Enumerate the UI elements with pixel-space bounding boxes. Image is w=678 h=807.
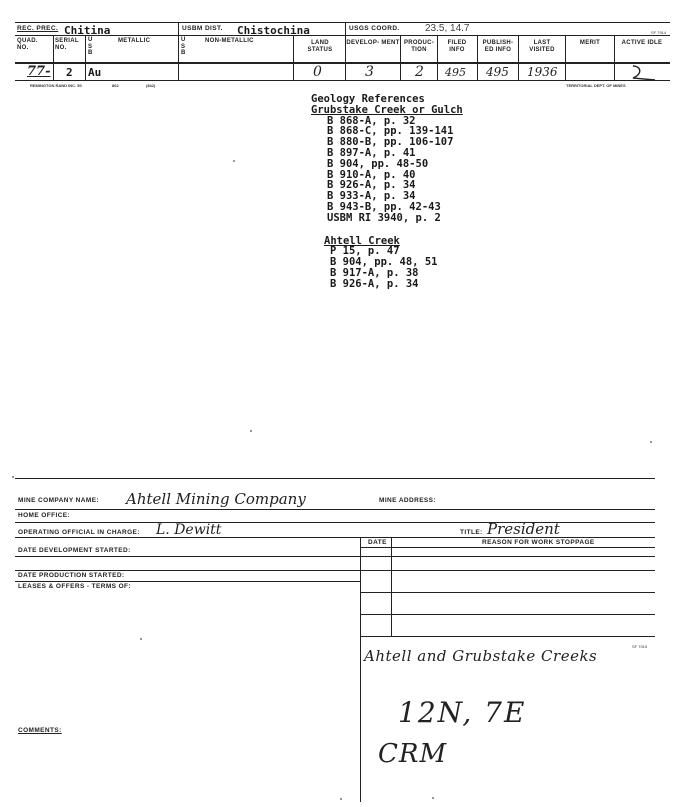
- printer-line: REMINGTON RAND INC. 50: [30, 83, 82, 88]
- prod-started-label: DATE PRODUCTION STARTED:: [18, 572, 125, 579]
- mine-company-value: Ahtell Mining Company: [126, 490, 306, 508]
- column-divider: [85, 35, 86, 80]
- dev-started-label: DATE DEVELOPMENT STARTED:: [18, 547, 131, 554]
- scan-speck: [340, 798, 342, 800]
- note-meridian: CRM: [378, 739, 448, 769]
- active-idle-mark: [625, 62, 665, 84]
- title-value: President: [487, 520, 560, 538]
- usgs-coord-value: 23.5, 14.7: [425, 23, 470, 34]
- metallic-value: Au: [88, 66, 102, 79]
- form-rule: [15, 581, 360, 582]
- scan-speck: [432, 797, 434, 799]
- reference-item: B 933-A, p. 34: [327, 190, 416, 203]
- metallic-label: METALLIC: [118, 38, 151, 44]
- column-divider: [518, 35, 519, 80]
- header-rule: [15, 62, 670, 64]
- form-number-top: SF 7914: [651, 30, 667, 35]
- operating-official-label: OPERATING OFFICIAL IN CHARGE:: [18, 529, 140, 536]
- usbm-dist-value: Chistochina: [237, 24, 310, 37]
- usb-stack-metallic: U S B: [88, 37, 93, 56]
- serial-no-value: 2: [66, 66, 73, 79]
- scan-speck: [12, 476, 14, 478]
- reference-item: B 880-B, pp. 106-107: [327, 136, 454, 149]
- development-label: DEVELOP- MENT: [346, 40, 400, 46]
- published-info-value: 495: [486, 65, 509, 79]
- title-label: TITLE:: [460, 529, 483, 536]
- date-column-label: DATE: [368, 539, 387, 546]
- usgs-coord-label: USGS COORD.: [349, 25, 400, 32]
- reference-group-heading: Ahtell Creek: [324, 234, 400, 247]
- reference-groups: [311, 105, 463, 290]
- merit-label: MERIT: [579, 40, 601, 46]
- reference-item: B 943-B, pp. 42-43: [327, 200, 441, 213]
- home-office-label: HOME OFFICE:: [18, 512, 71, 519]
- note-township: 12N, 7E: [398, 696, 527, 729]
- form-divider: [360, 537, 361, 802]
- active-idle-label: ACTIVE IDLE: [621, 40, 663, 46]
- reference-group-heading: Grubstake Creek or Gulch: [311, 103, 463, 116]
- serial-no-label: SERIAL NO.: [55, 38, 79, 51]
- reference-item: B 897-A, p. 41: [327, 146, 416, 159]
- last-visited-value: 1936: [527, 65, 558, 79]
- reference-group: [311, 236, 463, 290]
- reference-item: B 904, pp. 48, 51: [330, 256, 438, 269]
- production-label: PRODUC- TION: [403, 40, 435, 53]
- stoppage-rule: [360, 636, 655, 637]
- column-divider: [345, 22, 346, 80]
- dept-line: TERRITORIAL DEPT. OF MINES: [566, 83, 626, 88]
- development-value: 3: [365, 64, 374, 80]
- note-creeks: Ahtell and Grubstake Creeks: [364, 647, 598, 665]
- reference-item: USBM RI 3940, p. 2: [327, 211, 441, 224]
- column-divider: [437, 35, 438, 80]
- column-divider: [178, 22, 179, 80]
- production-value: 2: [415, 64, 424, 80]
- form-number-bottom: SF 7915: [632, 644, 648, 649]
- reference-item: B 904, pp. 48-50: [327, 157, 429, 170]
- land-status-label: LAND STATUS: [307, 40, 333, 53]
- column-divider: [53, 35, 54, 80]
- references-title: Geology References: [311, 93, 425, 105]
- printer-code-2: (842): [146, 83, 156, 88]
- reference-item: B 910-A, p. 40: [327, 168, 416, 181]
- header-rule: [15, 80, 670, 81]
- reference-item: P 15, p. 47: [330, 245, 400, 258]
- stoppage-rule: [360, 592, 655, 593]
- stoppage-rule: [360, 570, 655, 571]
- land-status-value: 0: [313, 64, 322, 80]
- scan-speck: [140, 638, 142, 640]
- form-rule: [15, 570, 360, 571]
- non-metallic-label: NON-METALLIC: [205, 38, 254, 44]
- stoppage-rule: [360, 614, 655, 615]
- column-divider: [477, 35, 478, 80]
- scan-speck: [250, 430, 252, 432]
- reference-item: B 868-C, pp. 139-141: [327, 125, 454, 138]
- column-divider: [565, 35, 566, 80]
- mine-address-label: MINE ADDRESS:: [379, 497, 436, 504]
- geology-references: [311, 94, 463, 290]
- form-rule: [15, 478, 655, 479]
- scan-speck: [650, 441, 652, 443]
- mine-company-label: MINE COMPANY NAME:: [18, 497, 99, 504]
- form-divider: [391, 537, 392, 636]
- reference-item: B 917-A, p. 38: [330, 266, 419, 279]
- header-rule: [15, 22, 670, 23]
- reason-column-label: REASON FOR WORK STOPPAGE: [482, 539, 595, 546]
- quad-no-label: QUAD. NO.: [17, 38, 38, 51]
- leases-label: LEASES & OFFERS - TERMS OF:: [18, 583, 131, 590]
- operating-official-value: L. Dewitt: [156, 522, 222, 538]
- reference-group: [311, 105, 463, 224]
- form-rule: [15, 556, 655, 557]
- rec-prec-value: Chitina: [64, 24, 111, 37]
- form-rule: [15, 509, 655, 510]
- rec-prec-label: REC. PREC.: [17, 25, 59, 32]
- comments-label: COMMENTS:: [18, 727, 62, 734]
- usb-stack-nonmetallic: U S B: [181, 37, 186, 56]
- filed-info-label: FILED INFO: [447, 40, 467, 53]
- reference-item: B 926-A, p. 34: [327, 179, 416, 192]
- scan-speck: [233, 160, 235, 162]
- printer-code: 862: [112, 83, 119, 88]
- stoppage-rule: [360, 547, 655, 548]
- last-visited-label: LAST VISITED: [529, 40, 555, 53]
- reference-item: B 868-A, p. 32: [327, 114, 416, 127]
- header-rule: [15, 35, 670, 36]
- column-divider: [614, 35, 615, 80]
- column-divider: [293, 35, 294, 80]
- usbm-dist-label: USBM DIST.: [182, 25, 223, 32]
- reference-item: B 926-A, p. 34: [330, 277, 419, 290]
- filed-info-value: 495: [445, 66, 466, 79]
- published-info-label: PUBLISH- ED INFO: [482, 40, 514, 53]
- quad-no-value: 77-: [27, 64, 51, 79]
